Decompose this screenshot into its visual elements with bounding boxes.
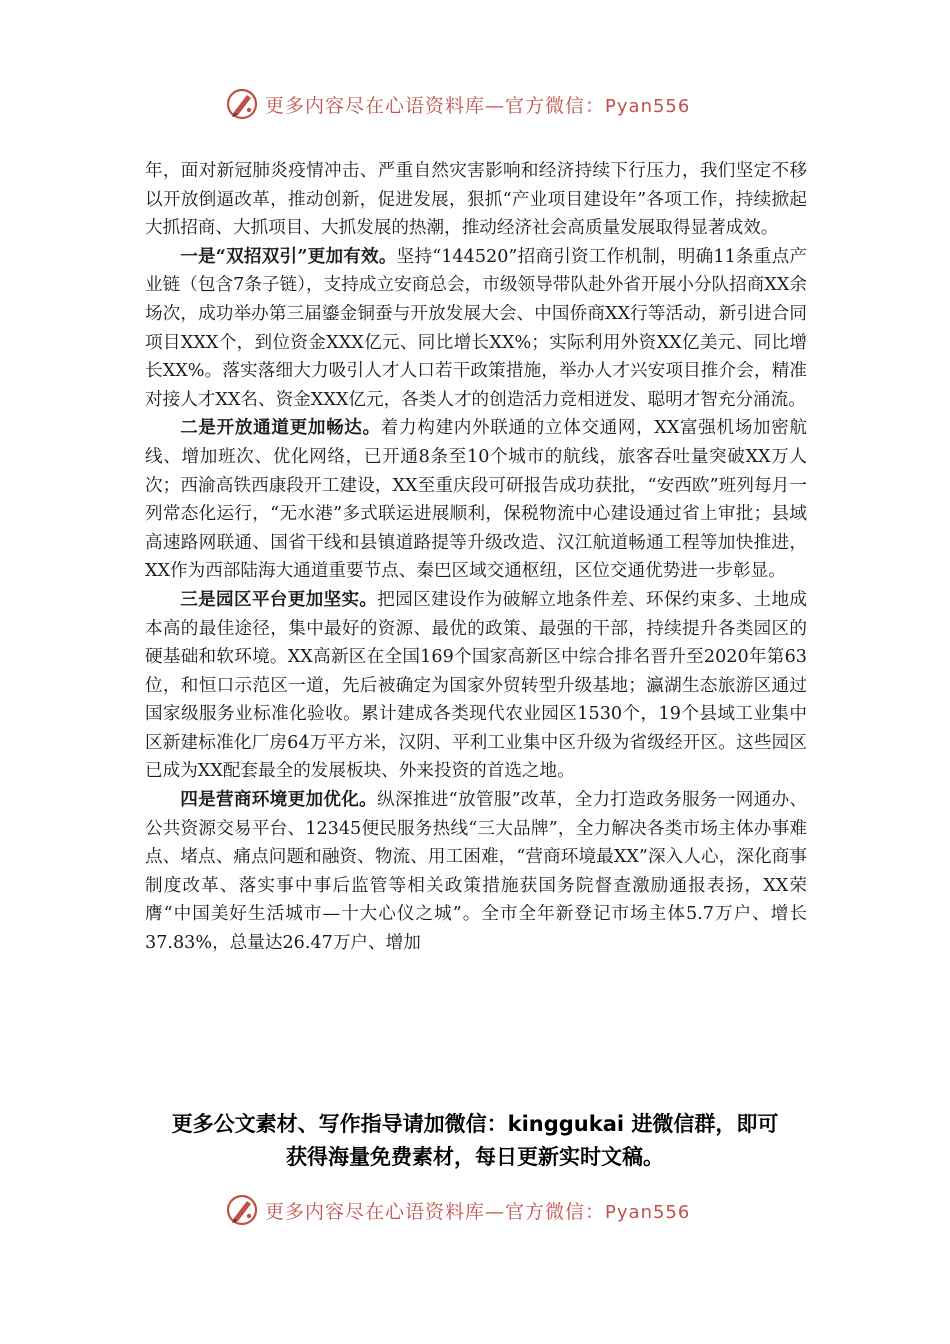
paragraph-transport: 二是开放通道更加畅达。着力构建内外联通的立体交通网，XX富强机场加密航线、增加班次、优化网络，已开通8条至10个城市的航线，旅客吞吐量突破XX万人次；西渝高铁西康段开工建设，XX至重庆段可研报告成功获批，“安西欧”班列每月一列常态化运行，“无水港”多式联运进展顺利，保税物流中心建设通过省上审批；县域高速路网联通、国省干线和县镇道路提等升级改造、汉江航道畅通工程等加快推进，XX作为西部陆海大通道重要节点、秦巴区域交通枢纽，区位交通优势进一步彰显。 — [145, 417, 807, 582]
paragraph-investment: 一是“双招双引”更加有效。坚持“144520”招商引资工作机制，明确11条重点产业链（包含7条子链），支持成立安商总会，市级领导带队赴外省开展小分队招商XX余场次，成功举办第三届鎏金铜蚕与开放发展大会、中国侨商XX行等活动，新引进合同项目XXX个，到位资金XXX亿元、同比增长XX%；实际利用外资XX亿美元、同比增长XX%。落实落细大力吸引人才人口若干政策措施，举办人才兴安项目推介会，精准对接人才XX名、资金XXX亿元，各类人才的创造活力竞相迸发、聪明才智充分涌流。 — [145, 245, 807, 410]
promo-block — [140, 1108, 810, 1174]
footer-banner — [225, 1190, 745, 1230]
header-banner-text: 更多内容尽在心语资料库—官方微信：Pyan556 — [265, 94, 691, 117]
paragraph-heading: 一是“双招双引”更加有效。 — [180, 245, 397, 267]
footer-wechat-id: Pyan556 — [605, 1201, 691, 1223]
paragraph-heading: 三是园区平台更加坚实。 — [180, 588, 378, 610]
intro-paragraph: 年，面对新冠肺炎疫情冲击、严重自然灾害影响和经济持续下行压力，我们坚定不移以开放倒逼改革，推动创新，促进发展，狠抓“产业项目建设年”各项工作，持续掀起大抓招商、大抓项目、大抓发展的热潮，推动经济社会高质量发展取得显著成效。 — [145, 161, 807, 239]
paragraph-heading: 四是营商环境更加优化。 — [180, 789, 378, 811]
pen-logo-icon — [225, 1193, 259, 1227]
document-body — [145, 157, 807, 958]
paragraph-parks: 三是园区平台更加坚实。把园区建设作为破解立地条件差、环保约束多、土地成本高的最佳途径，集中最好的资源、最优的政策、最强的干部，持续提升各类园区的硬基础和软环境。XX高新区在全国169个国家高新区中综合排名晋升至2020年第63位，和恒口示范区一道，先后被确定为国家外贸转型升级基地；瀛湖生态旅游区通过国家级服务业标准化验收。累计建成各类现代农业园区1530个，19个县域工业集中区新建标准化厂房64万平方米，汉阴、平利工业集中区升级为省级经开区。这些园区已成为XX配套最全的发展板块、外来投资的首选之地。 — [145, 588, 807, 782]
promo-line-1: 更多公文素材、写作指导请加微信：kinggukai 进微信群，即可 — [171, 1112, 779, 1136]
footer-banner-text: 更多内容尽在心语资料库—官方微信：Pyan556 — [265, 1200, 691, 1223]
header-banner — [225, 84, 745, 124]
paragraph-business-environment: 四是营商环境更加优化。纵深推进“放管服”改革，全力打造政务服务一网通办、公共资源交易平台、12345便民服务热线“三大品牌”，全力解决各类市场主体办事难点、堵点、痛点问题和融资、物流、用工困难，“营商环境最XX”深入人心，深化商事制度改革、落实事中事后监管等相关政策措施获国务院督查激励通报表扬，XX荣膺“中国美好生活城市—十大心仪之城”。全市全年新登记市场主体5.7万户、增长37.83%，总量达26.47万户、增加 — [145, 789, 807, 954]
header-wechat-id: Pyan556 — [605, 95, 691, 117]
promo-line-2: 获得海量免费素材，每日更新实时文稿。 — [286, 1145, 664, 1169]
pen-logo-icon — [225, 87, 259, 121]
paragraph-heading: 二是开放通道更加畅达。 — [180, 417, 381, 439]
